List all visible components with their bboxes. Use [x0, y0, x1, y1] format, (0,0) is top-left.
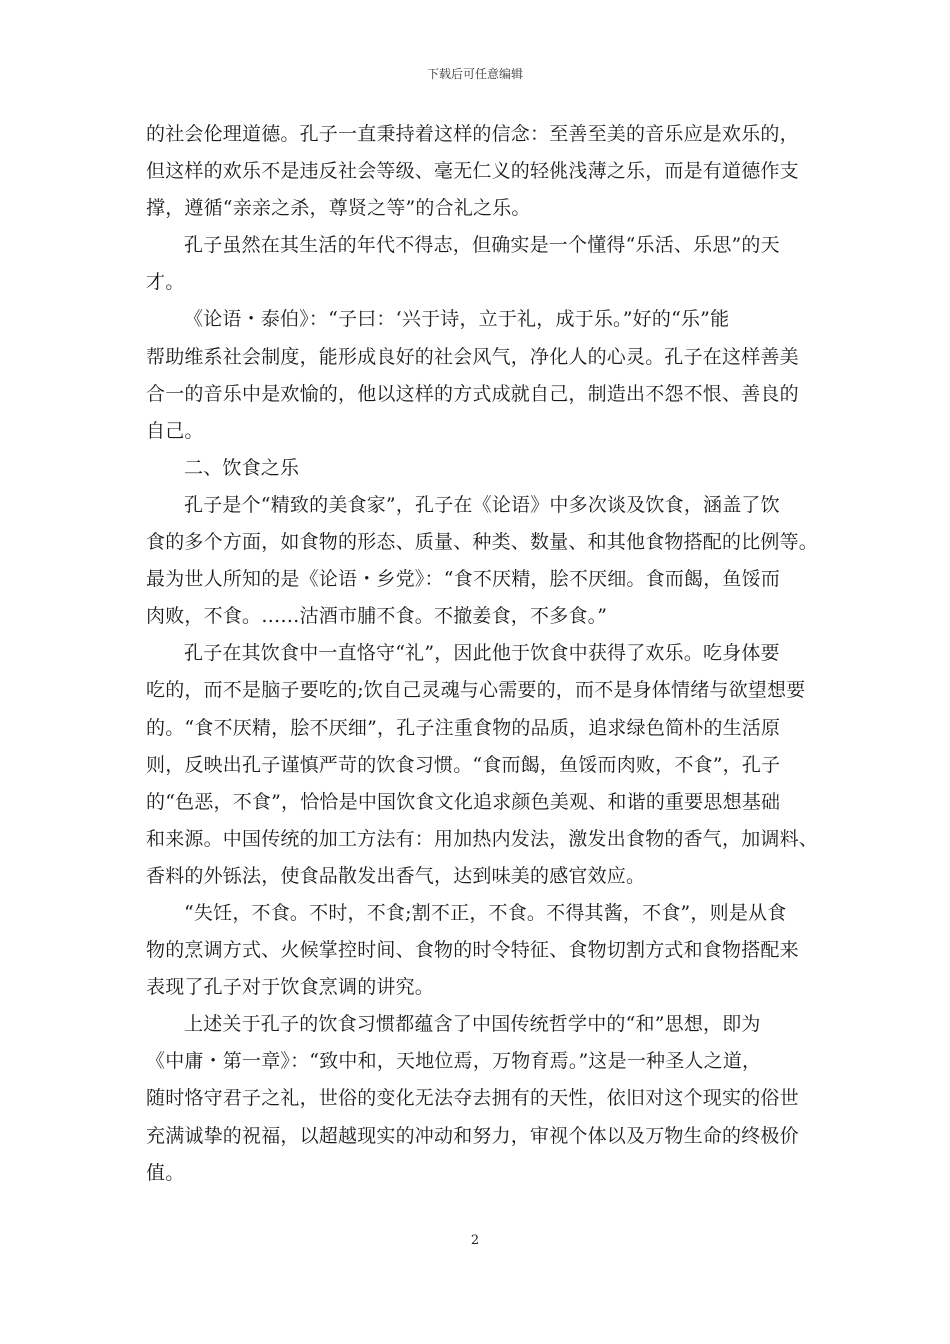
text-line: 才。 [146, 271, 185, 294]
text-line: 值。 [146, 1161, 185, 1184]
text-line: 则，反映出孔子谨慎严苛的饮食习惯。“食而餲，鱼馁而肉败，不食”，孔子 [146, 753, 781, 776]
text-line: 帮助维系社会制度，能形成良好的社会风气，净化人的心灵。孔子在这样善美 [146, 345, 799, 368]
text-line: 和来源。中国传统的加工方法有：用加热内发法，激发出食物的香气，加调料、 [146, 827, 819, 850]
text-line: 充满诚挚的祝福，以超越现实的冲动和努力，审视个体以及万物生命的终极价 [146, 1124, 799, 1147]
paragraph-first-line: 孔子虽然在其生活的年代不得志，但确实是一个懂得“乐活、乐思”的天 [184, 234, 780, 257]
text-line: 《中庸・第一章》：“致中和，天地位焉，万物育焉。”这是一种圣人之道， [146, 1050, 762, 1073]
text-line: 吃的，而不是脑子要吃的;饮自己灵魂与心需要的，而不是身体情绪与欲望想要 [146, 679, 806, 702]
document-body [146, 116, 819, 1192]
paragraph-first-line: “失饪，不食。不时，不食;割不正，不食。不得其酱，不食”，则是从食 [184, 901, 787, 924]
text-line: 最为世人所知的是《论语・乡党》：“食不厌精，脍不厌细。食而餲，鱼馁而 [146, 568, 781, 591]
section-heading: 二、饮食之乐 [184, 456, 300, 479]
text-line: 食的多个方面，如食物的形态、质量、种类、数量、和其他食物搭配的比例等。 [146, 531, 819, 554]
text-line: 的“色恶，不食”，恰恰是中国饮食文化追求颜色美观、和谐的重要思想基础 [146, 790, 781, 813]
text-line: 但这样的欢乐不是违反社会等级、毫无仁义的轻佻浅薄之乐，而是有道德作支 [146, 160, 799, 183]
text-line: 肉败，不食。……沽酒市脯不食。不撤姜食，不多食。” [146, 605, 608, 628]
text-line: 随时恪守君子之礼，世俗的变化无法夺去拥有的天性，依旧对这个现实的俗世 [146, 1087, 799, 1110]
text-line: 撑，遵循“亲亲之杀，尊贤之等”的合礼之乐。 [146, 197, 531, 220]
text-line: 香料的外铄法，使食品散发出香气，达到味美的感官效应。 [146, 864, 646, 887]
text-line: 表现了孔子对于饮食烹调的讲究。 [146, 976, 435, 999]
paragraph-first-line: 孔子在其饮食中一直恪守“礼”，因此他于饮食中获得了欢乐。吃身体要 [184, 642, 780, 665]
paragraph-first-line: 上述关于孔子的饮食习惯都蕴含了中国传统哲学中的“和”思想，即为 [184, 1013, 761, 1036]
page-header: 下载后可任意编辑 [426, 67, 523, 81]
paragraph-first-line: 孔子是个“精致的美食家”，孔子在《论语》中多次谈及饮食，涵盖了饮 [184, 493, 780, 516]
text-line: 的。“食不厌精，脍不厌细”，孔子注重食物的品质，追求绿色简朴的生活原 [146, 716, 781, 739]
text-line: 物的烹调方式、火候掌控时间、食物的时令特征、食物切割方式和食物搭配来 [146, 939, 799, 962]
paragraph-first-line: 《论语・泰伯》：“子曰：‘兴于诗，立于礼，成于乐。”好的“乐”能 [184, 308, 730, 331]
text-line: 自己。 [146, 419, 204, 442]
text-line: 合一的音乐中是欢愉的，他以这样的方式成就自己，制造出不怨不恨、善良的 [146, 382, 799, 405]
text-line: 的社会伦理道德。孔子一直秉持着这样的信念：至善至美的音乐应是欢乐的， [146, 123, 799, 145]
page-number: 2 [470, 1233, 480, 1248]
